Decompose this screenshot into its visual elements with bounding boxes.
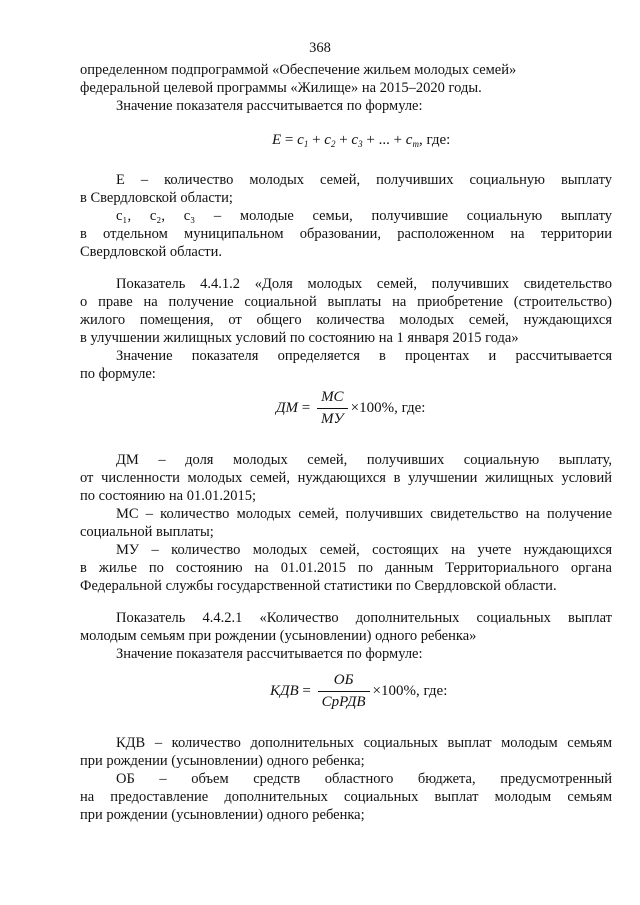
formula-e: $E = c_1 + c_2 + c_3$ + ... + $c_m$, где: [272,132,451,149]
formula-kdv: КДВ = $\frac{ОБ}{\text{СрРДВ}}$ ×100%, где: [270,672,448,710]
text-line: Значение показателя рассчитывается по формуле: [116,646,423,662]
text-line: МС – количество молодых семей, получивших свидетельство на получение [116,506,612,522]
text-line: по формуле: [80,366,156,382]
text-line: ОБ – объем средств областного бюджета, предусмотренный [116,771,612,787]
text-line: в жилье по состоянию на 01.01.2015 по данным Территориального органа [80,560,612,576]
text-line: при рождении (усыновлении) одного ребенка; [80,807,365,823]
text-line: в Свердловской области; [80,190,233,206]
text-line: от численности молодых семей, нуждающихся в улучшении жилищных условий [80,470,612,486]
text-line: КДВ – количество дополнительных социальных выплат молодым семьям [116,735,612,751]
formula-dm: ДМ = $\frac{МС}{МУ}$ ×100%, где: [276,389,426,427]
text-line: Показатель 4.4.2.1 «Количество дополнительных социальных выплат [116,610,612,626]
text-line: определенном подпрограммой «Обеспечение жильем молодых семей» [80,62,517,78]
text-line: жилого помещения, от общего количества молодых семей, нуждающихся [80,312,612,328]
page-number: 368 [309,40,331,56]
text-line: Показатель 4.4.1.2 «Доля молодых семей, получивших свидетельство [116,276,612,292]
text-line: на предоставление дополнительных социальных выплат молодым семьям [80,789,612,805]
text-line: в отдельном муниципальном образовании, расположенном на территории [80,226,612,242]
text-line: о праве на получение социальной выплаты на приобретение (строительство) [80,294,612,310]
text-line: Федеральной службы государственной статистики по Свердловской области. [80,578,557,594]
text-line: с₁, с₂, с₃ – молодые семьи, получившие социальную выплату [116,208,612,224]
text-line: федеральной целевой программы «Жилище» на 2015–2020 годы. [80,80,482,96]
text-line: Свердловской области. [80,244,223,260]
text-line: в улучшении жилищных условий по состоянию на 1 января 2015 года» [80,330,519,346]
text-line: при рождении (усыновлении) одного ребенка; [80,753,365,769]
text-line: Значение показателя определяется в процентах и рассчитывается [116,348,612,364]
fraction: $\frac{МС}{МУ}$ [317,389,348,428]
text-line: МУ – количество молодых семей, состоящих на учете нуждающихся [116,542,612,558]
fraction: $\frac{ОБ}{\text{СрРДВ}}$ [318,672,370,711]
text-line: Е – количество молодых семей, получивших социальную выплату [116,172,612,188]
text-line: ДМ – доля молодых семей, получивших социальную выплату, [116,452,612,468]
text-line: социальной выплаты; [80,524,214,540]
text-line: молодым семьям при рождении (усыновлении) одного ребенка» [80,628,477,644]
text-line: Значение показателя рассчитывается по формуле: [116,98,423,114]
text-line: по состоянию на 01.01.2015; [80,488,256,504]
